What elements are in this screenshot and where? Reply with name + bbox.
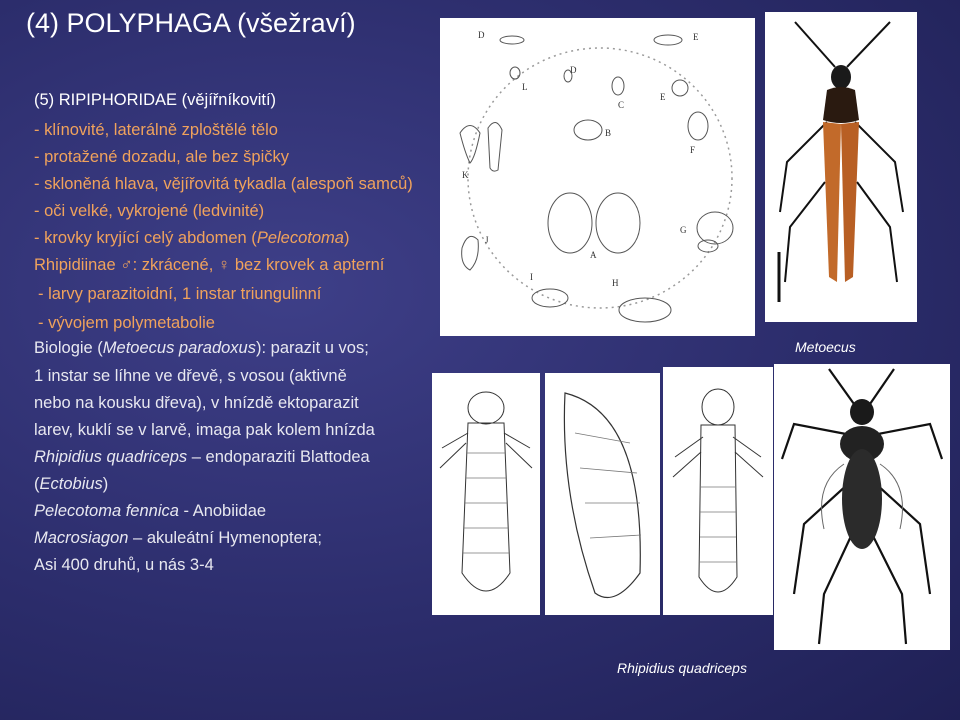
diagram-letter: I <box>530 272 533 282</box>
biology-line-1 <box>34 338 369 358</box>
rhipidius-photo <box>774 364 950 650</box>
biology-line-4: larev, kuklí se v larvě, imaga pak kolem hnízda <box>34 421 375 439</box>
trait-line-2: - protažené dozadu, ale bez špičky <box>34 148 289 166</box>
biology-line-8 <box>34 528 322 548</box>
family-heading: (5) RIPIPHORIDAE (vějířníkovití) <box>34 91 277 109</box>
b7-species: Pelecotoma fennica <box>34 502 179 520</box>
diagram-letter: D <box>478 30 485 40</box>
b6-post: ) <box>102 475 109 493</box>
b5-post: – endoparaziti Blattodea <box>187 448 370 466</box>
biology-line-3: nebo na kousku dřeva), v hnízdě ektoparazit <box>34 394 359 412</box>
b6-pre: ( <box>34 475 40 493</box>
trait-line-3: - skloněná hlava, vějířovitá tykadla (alespoň samců) <box>34 175 413 193</box>
larva-drawing-3 <box>663 367 773 615</box>
larva-drawing-2 <box>545 373 660 615</box>
larvy-line: - larvy parazitoidní, 1 instar triungulinní <box>38 285 322 303</box>
trait-line-krovky <box>34 228 349 248</box>
biology-line-9: Asi 400 druhů, u nás 3-4 <box>34 556 214 574</box>
b6-genus: Ectobius <box>39 475 103 493</box>
trait-line-4: - oči velké, vykrojené (ledvinité) <box>34 202 265 220</box>
b5-species: Rhipidius quadriceps <box>34 448 188 466</box>
vyvoj-line: - vývojem polymetabolie <box>38 314 215 332</box>
b1-post: ): parazit u vos; <box>255 339 369 357</box>
diagram-letter: K <box>462 170 469 180</box>
krovky-pre: - krovky kryjící celý abdomen ( <box>34 229 257 247</box>
diagram-letter: J <box>485 235 489 245</box>
b8-species: Macrosiagon <box>34 529 129 547</box>
lifecycle-diagram <box>440 18 755 336</box>
biology-line-5 <box>34 447 370 467</box>
diagram-letter: D <box>570 65 577 75</box>
diagram-letter: A <box>590 250 597 260</box>
diagram-letter: C <box>618 100 625 110</box>
trait-line-1: - klínovité, laterálně zploštělé tělo <box>34 121 278 139</box>
b1-species: Metoecus paradoxus <box>102 339 256 357</box>
diagram-letter: E <box>660 92 666 102</box>
biology-line-2: 1 instar se líhne ve dřevě, s vosou (aktivně <box>34 367 347 385</box>
metoecus-caption: Metoecus <box>795 339 856 355</box>
diagram-letter: G <box>680 225 687 235</box>
diagram-letter: L <box>522 82 528 92</box>
biology-line-7 <box>34 501 266 521</box>
krovky-genus: Pelecotoma <box>256 229 344 247</box>
rhipidiinae-line: Rhipidiinae ♂: zkrácené, ♀ bez krovek a apterní <box>34 256 385 274</box>
diagram-letter: H <box>612 278 619 288</box>
biology-line-6 <box>34 474 108 494</box>
diagram-letter: F <box>690 145 696 155</box>
rhipidius-caption: Rhipidius quadriceps <box>617 660 747 676</box>
metoecus-photo <box>765 12 917 322</box>
larva-drawing-1 <box>432 373 540 615</box>
diagram-letter: B <box>605 128 612 138</box>
b1-pre: Biologie ( <box>34 339 103 357</box>
krovky-post: ) <box>343 229 350 247</box>
b8-post: – akuleátní Hymenoptera; <box>128 529 322 547</box>
slide-title: (4) POLYPHAGA (všežraví) <box>26 8 356 38</box>
diagram-letter: E <box>693 32 699 42</box>
b7-post: - Anobiidae <box>178 502 267 520</box>
